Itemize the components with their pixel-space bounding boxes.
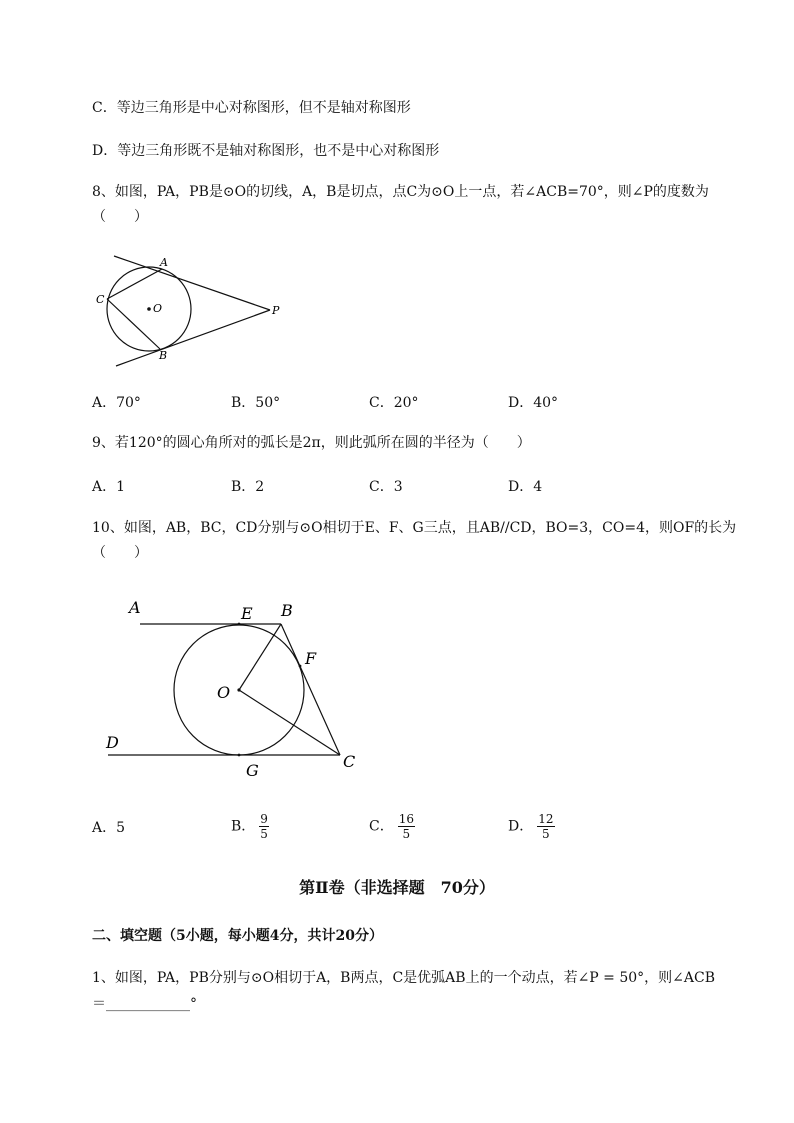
q10-label-f: F	[305, 649, 317, 668]
q10-segment-ob	[239, 624, 281, 690]
fill1-answer-blank: ＝____________°	[92, 996, 197, 1012]
q10-figure	[98, 592, 368, 782]
q10-label-c: C	[343, 752, 356, 771]
q8-figure	[92, 246, 292, 371]
section-2-title: 第Ⅱ卷（非选择题 70分）	[299, 878, 495, 897]
q8-option-a: A．70°	[92, 395, 141, 411]
q8-label-a: A	[160, 256, 168, 269]
fill1-stem: 1、如图，PA，PB分别与⊙O相切于A，B两点，C是优弧AB上的一个动点，若∠P = 50°，则∠ACB	[92, 970, 716, 986]
q10-option-d-denominator: 5	[542, 827, 550, 841]
q8-tangent-pb	[116, 310, 270, 366]
q8-label-p: P	[272, 304, 280, 317]
q10-option-b	[231, 812, 269, 841]
q7-option-c: C．等边三角形是中心对称图形，但不是轴对称图形	[92, 100, 411, 116]
q10-option-c-prefix: C．	[369, 818, 394, 835]
q10-point-e	[238, 623, 241, 626]
q10-option-b-numerator: 9	[260, 812, 268, 826]
q10-option-c-fraction	[398, 812, 415, 841]
q10-label-g: G	[246, 761, 259, 780]
q9-option-a: A．1	[92, 479, 126, 495]
q10-stem-bracket: （ ）	[92, 545, 148, 561]
q10-option-b-prefix: B．	[231, 818, 256, 835]
q10-label-d: D	[106, 733, 119, 752]
q8-center-dot	[147, 307, 151, 311]
q10-option-d-fraction	[537, 812, 554, 841]
q10-option-d-prefix: D．	[508, 818, 534, 835]
q8-label-c: C	[96, 293, 105, 306]
q9-option-c: C．3	[369, 479, 403, 495]
q9-option-d: D．4	[508, 479, 543, 495]
q8-label-b: B	[159, 349, 168, 362]
q10-option-c	[369, 812, 415, 841]
q10-center-dot	[237, 688, 240, 691]
q10-option-c-denominator: 5	[402, 827, 411, 841]
q10-option-c-numerator: 16	[398, 812, 414, 826]
q8-option-c: C．20°	[369, 395, 419, 411]
q8-stem: 8、如图，PA，PB是⊙O的切线，A，B是切点，点C为⊙O上一点，若∠ACB=70°，则∠P的度数为	[92, 184, 709, 200]
q10-options	[92, 812, 712, 848]
q10-option-b-denominator: 5	[260, 827, 268, 841]
q8-stem-bracket: （ ）	[92, 209, 148, 225]
q10-stem: 10、如图，AB，BC，CD分别与⊙O相切于E、F、G三点，且AB//CD，BO=3，CO=4，则OF的长为	[92, 520, 737, 536]
q8-label-o: O	[153, 302, 163, 315]
q10-option-a: A．5	[92, 820, 126, 836]
q10-point-f	[299, 665, 302, 668]
q10-point-g	[238, 754, 241, 757]
q10-label-e: E	[241, 604, 253, 623]
q10-label-a: A	[129, 598, 141, 617]
q10-label-o: O	[217, 683, 231, 702]
q8-option-b: B．50°	[231, 395, 281, 411]
q7-option-d: D．等边三角形既不是轴对称图形，也不是中心对称图形	[92, 143, 440, 159]
q10-option-d-numerator: 12	[538, 812, 554, 826]
q10-option-d	[508, 812, 555, 841]
q8-option-d: D．40°	[508, 395, 559, 411]
q10-option-b-fraction	[259, 812, 269, 841]
fill-in-part-title: 二、填空题（5小题，每小题4分，共计20分）	[92, 928, 383, 944]
q9-stem: 9、若120°的圆心角所对的弧长是2π，则此弧所在圆的半径为（ ）	[92, 435, 531, 451]
q10-label-b: B	[281, 601, 293, 620]
q9-option-b: B．2	[231, 479, 265, 495]
